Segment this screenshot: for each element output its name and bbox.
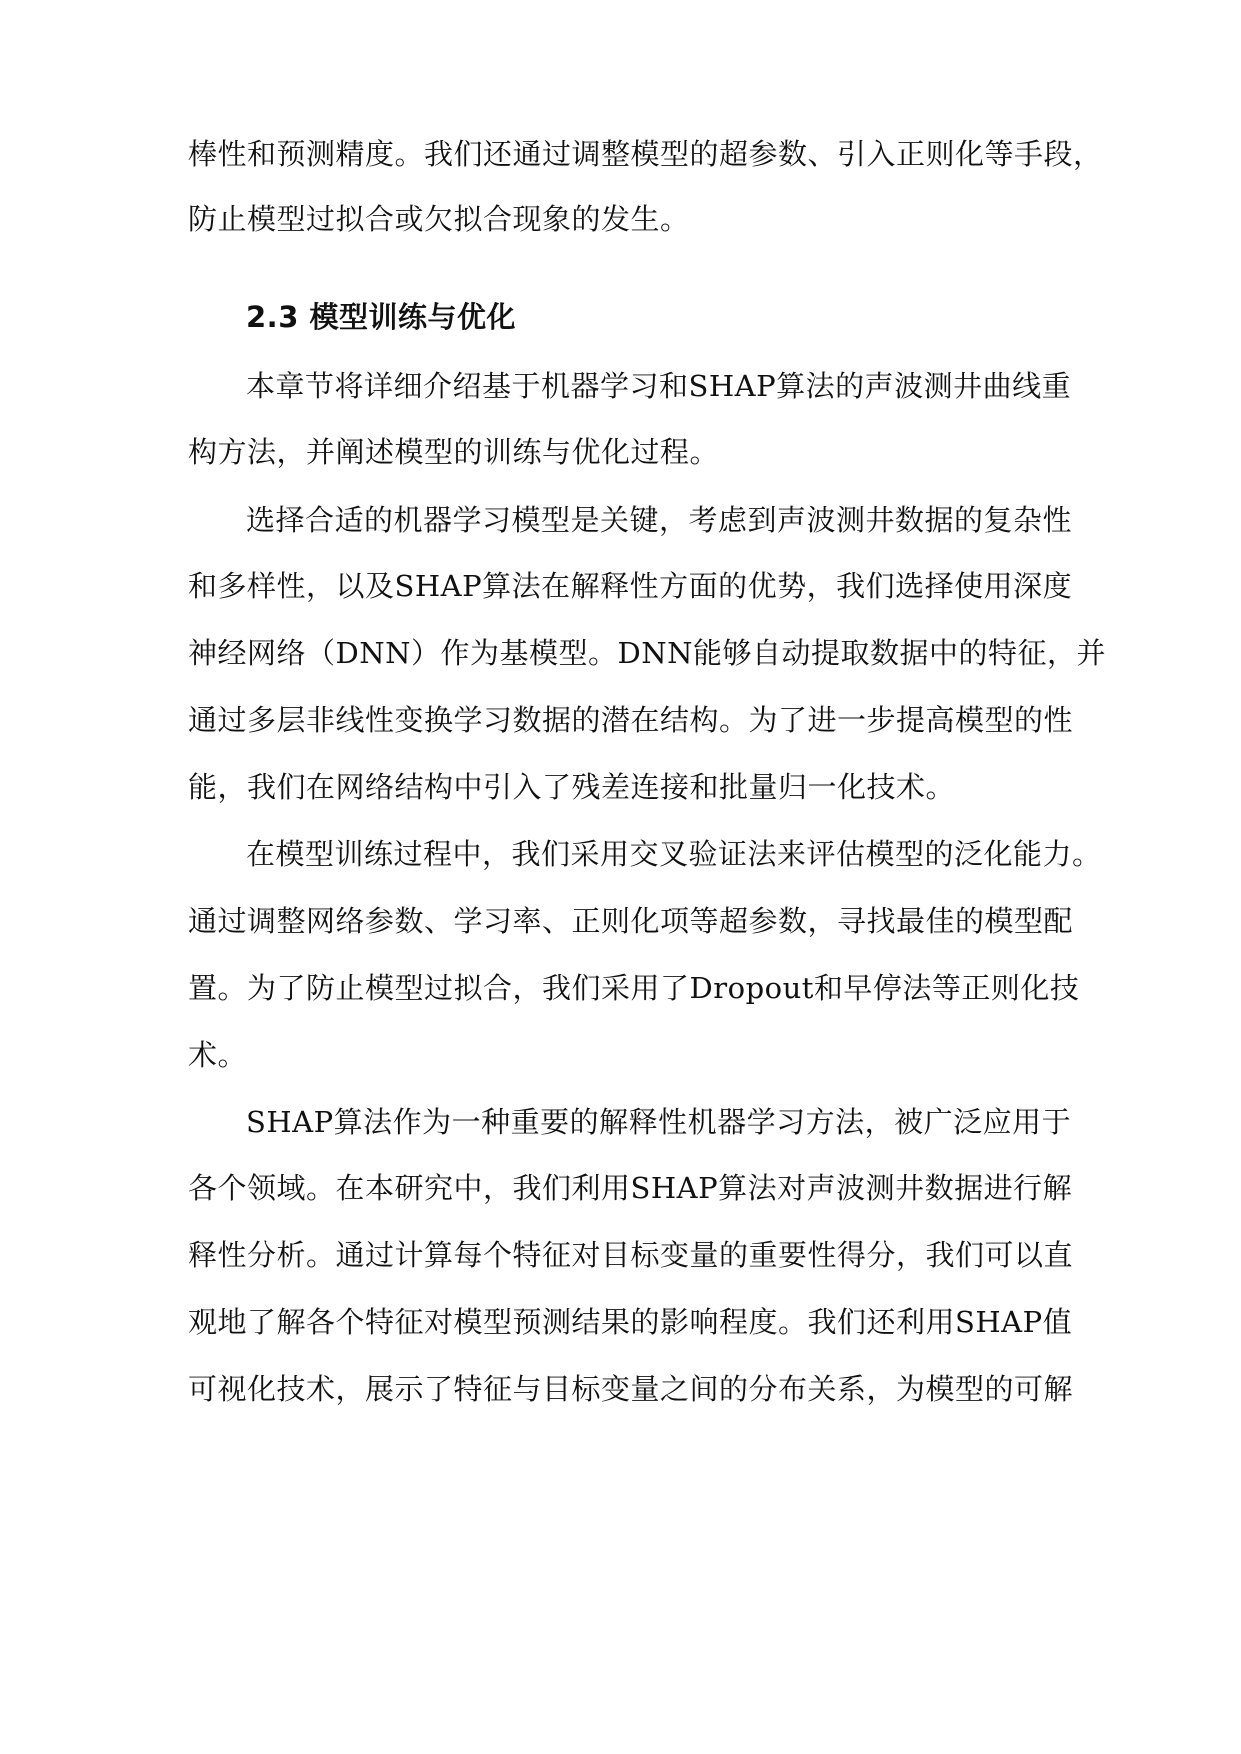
paragraph-line: 选择合适的机器学习模型是关键，考虑到声波测井数据的复杂性 — [246, 503, 1073, 537]
paragraph-line: 通过调整网络参数、学习率、正则化项等超参数，寻找最佳的模型配 — [188, 904, 1074, 938]
paragraph-line: 通过多层非线性变换学习数据的潜在结构。为了进一步提高模型的性 — [188, 703, 1074, 737]
paragraph-line: 释性分析。通过计算每个特征对目标变量的重要性得分，我们可以直 — [188, 1238, 1074, 1272]
paragraph-line: 术。 — [188, 1038, 248, 1072]
paragraph-line: 能，我们在网络结构中引入了残差连接和批量归一化技术。 — [188, 770, 956, 804]
paragraph-line: 构方法，并阐述模型的训练与优化过程。 — [188, 435, 720, 469]
paragraph-line: 防止模型过拟合或欠拟合现象的发生。 — [188, 202, 690, 236]
paragraph-line: 可视化技术，展示了特征与目标变量之间的分布关系，为模型的可解 — [188, 1372, 1074, 1406]
paragraph-line: SHAP算法作为一种重要的解释性机器学习方法，被广泛应用于 — [246, 1105, 1072, 1139]
paragraph-line: 观地了解各个特征对模型预测结果的影响程度。我们还利用SHAP值 — [188, 1305, 1073, 1339]
section-heading: 2.3 模型训练与优化 — [246, 300, 516, 334]
paragraph-line: 神经网络（DNN）作为基模型。DNN能够自动提取数据中的特征，并 — [188, 636, 1107, 670]
paragraph-line: 棒性和预测精度。我们还通过调整模型的超参数、引入正则化等手段， — [188, 137, 1103, 171]
paragraph-line: 置。为了防止模型过拟合，我们采用了Dropout和早停法等正则化技 — [188, 971, 1080, 1005]
paragraph-line: 本章节将详细介绍基于机器学习和SHAP算法的声波测井曲线重 — [246, 369, 1072, 403]
paragraph-line: 各个领域。在本研究中，我们利用SHAP算法对声波测井数据进行解 — [188, 1171, 1073, 1205]
paragraph-line: 在模型训练过程中，我们采用交叉验证法来评估模型的泛化能力。 — [246, 837, 1102, 871]
paragraph-line: 和多样性，以及SHAP算法在解释性方面的优势，我们选择使用深度 — [188, 569, 1073, 603]
